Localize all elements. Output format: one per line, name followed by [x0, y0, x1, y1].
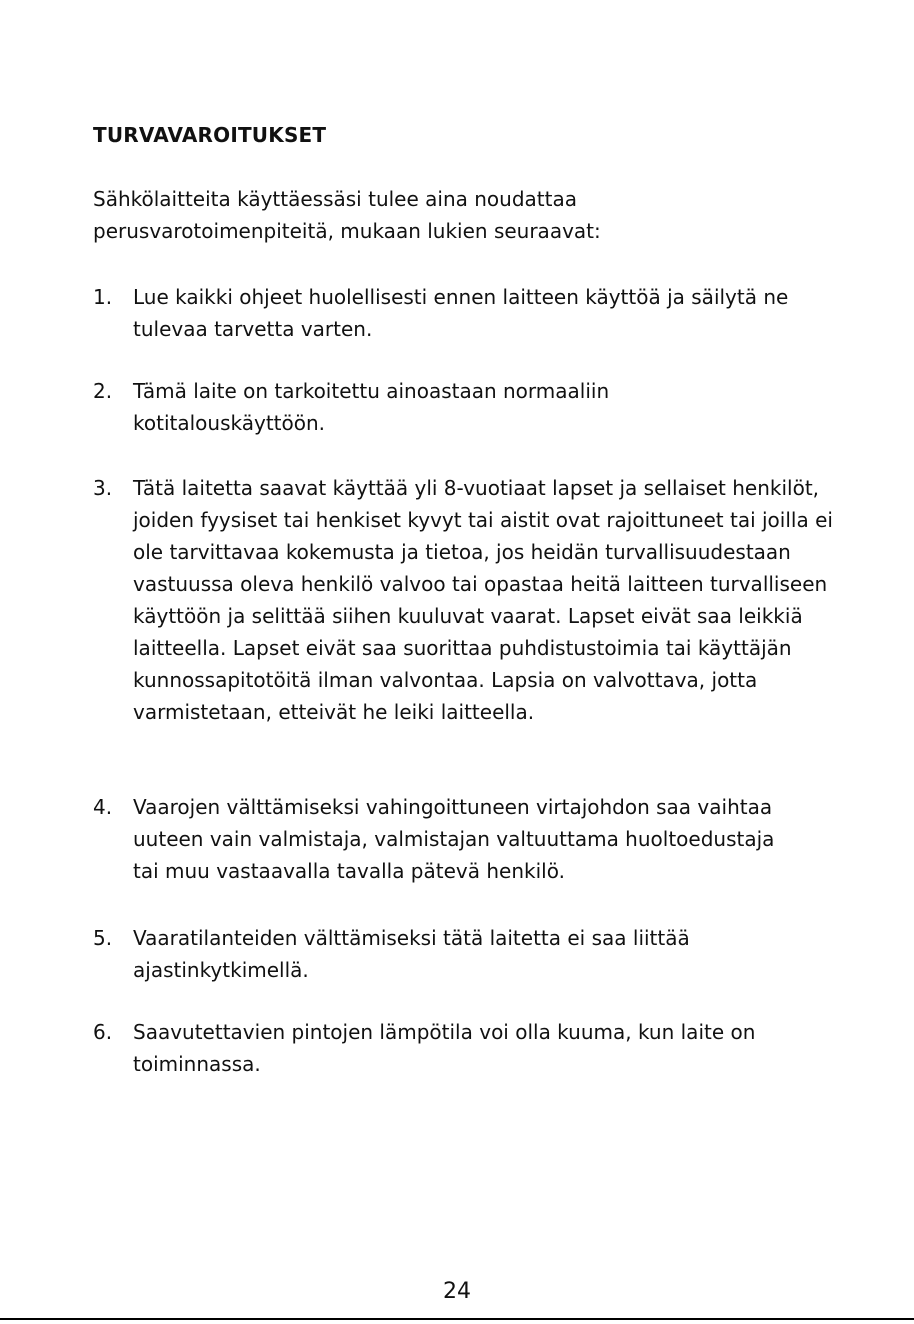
list-item: [93, 1016, 833, 1080]
list-item: [93, 922, 833, 986]
list-item: [93, 281, 833, 345]
list-item-text: Vaarojen välttämiseksi vahingoittuneen virtajohdon saa vaihtaa uuteen vain valmistaja, valmistajan valtuuttama huoltoedustaja tai muu vastaavalla tavalla pätevä henkilö.: [133, 795, 775, 883]
list-item-text: Vaaratilanteiden välttämiseksi tätä laitetta ei saa liittää ajastinkytkimellä.: [133, 926, 690, 982]
page-number: 24: [443, 1279, 471, 1304]
bottom-divider: [0, 1318, 914, 1320]
list-item: [93, 791, 833, 887]
list-item-number: 2.: [93, 379, 113, 403]
page-title: TURVAVAROITUKSET: [93, 123, 327, 147]
list-item-number: 5.: [93, 926, 113, 950]
list-item: [93, 472, 833, 728]
list-item-text: Tämä laite on tarkoitettu ainoastaan normaaliin kotitalouskäyttöön.: [133, 379, 610, 435]
list-item-number: 1.: [93, 285, 113, 309]
list-item-text: Saavutettavien pintojen lämpötila voi olla kuuma, kun laite on toiminnassa.: [133, 1020, 756, 1076]
list-item-number: 4.: [93, 795, 113, 819]
list-item-number: 3.: [93, 476, 113, 500]
intro-paragraph: Sähkölaitteita käyttäessäsi tulee aina noudattaa perusvarotoimenpiteitä, mukaan lukien seuraavat:: [93, 187, 601, 243]
list-item: [93, 375, 833, 439]
list-item-number: 6.: [93, 1020, 113, 1044]
list-item-text: Lue kaikki ohjeet huolellisesti ennen laitteen käyttöä ja säilytä ne tulevaa tarvetta varten.: [133, 285, 789, 341]
list-item-text: Tätä laitetta saavat käyttää yli 8-vuotiaat lapset ja sellaiset henkilöt, joiden fyysiset tai henkiset kyvyt tai aistit ovat rajoittuneet tai joilla ei ole tarvittavaa kokemusta ja tietoa, jos heidän turvallisuudestaan vastuussa oleva henkilö valvoo tai opastaa heitä laitteen turvalliseen käyttöön ja selittää siihen kuuluvat vaarat. Lapset eivät saa leikkiä laitteella. Lapset eivät saa suorittaa puhdistustoimia tai käyttäjän kunnossapitotöitä ilman valvontaa. Lapsia on valvottava, jotta varmistetaan, etteivät he leiki laitteella.: [133, 476, 833, 724]
